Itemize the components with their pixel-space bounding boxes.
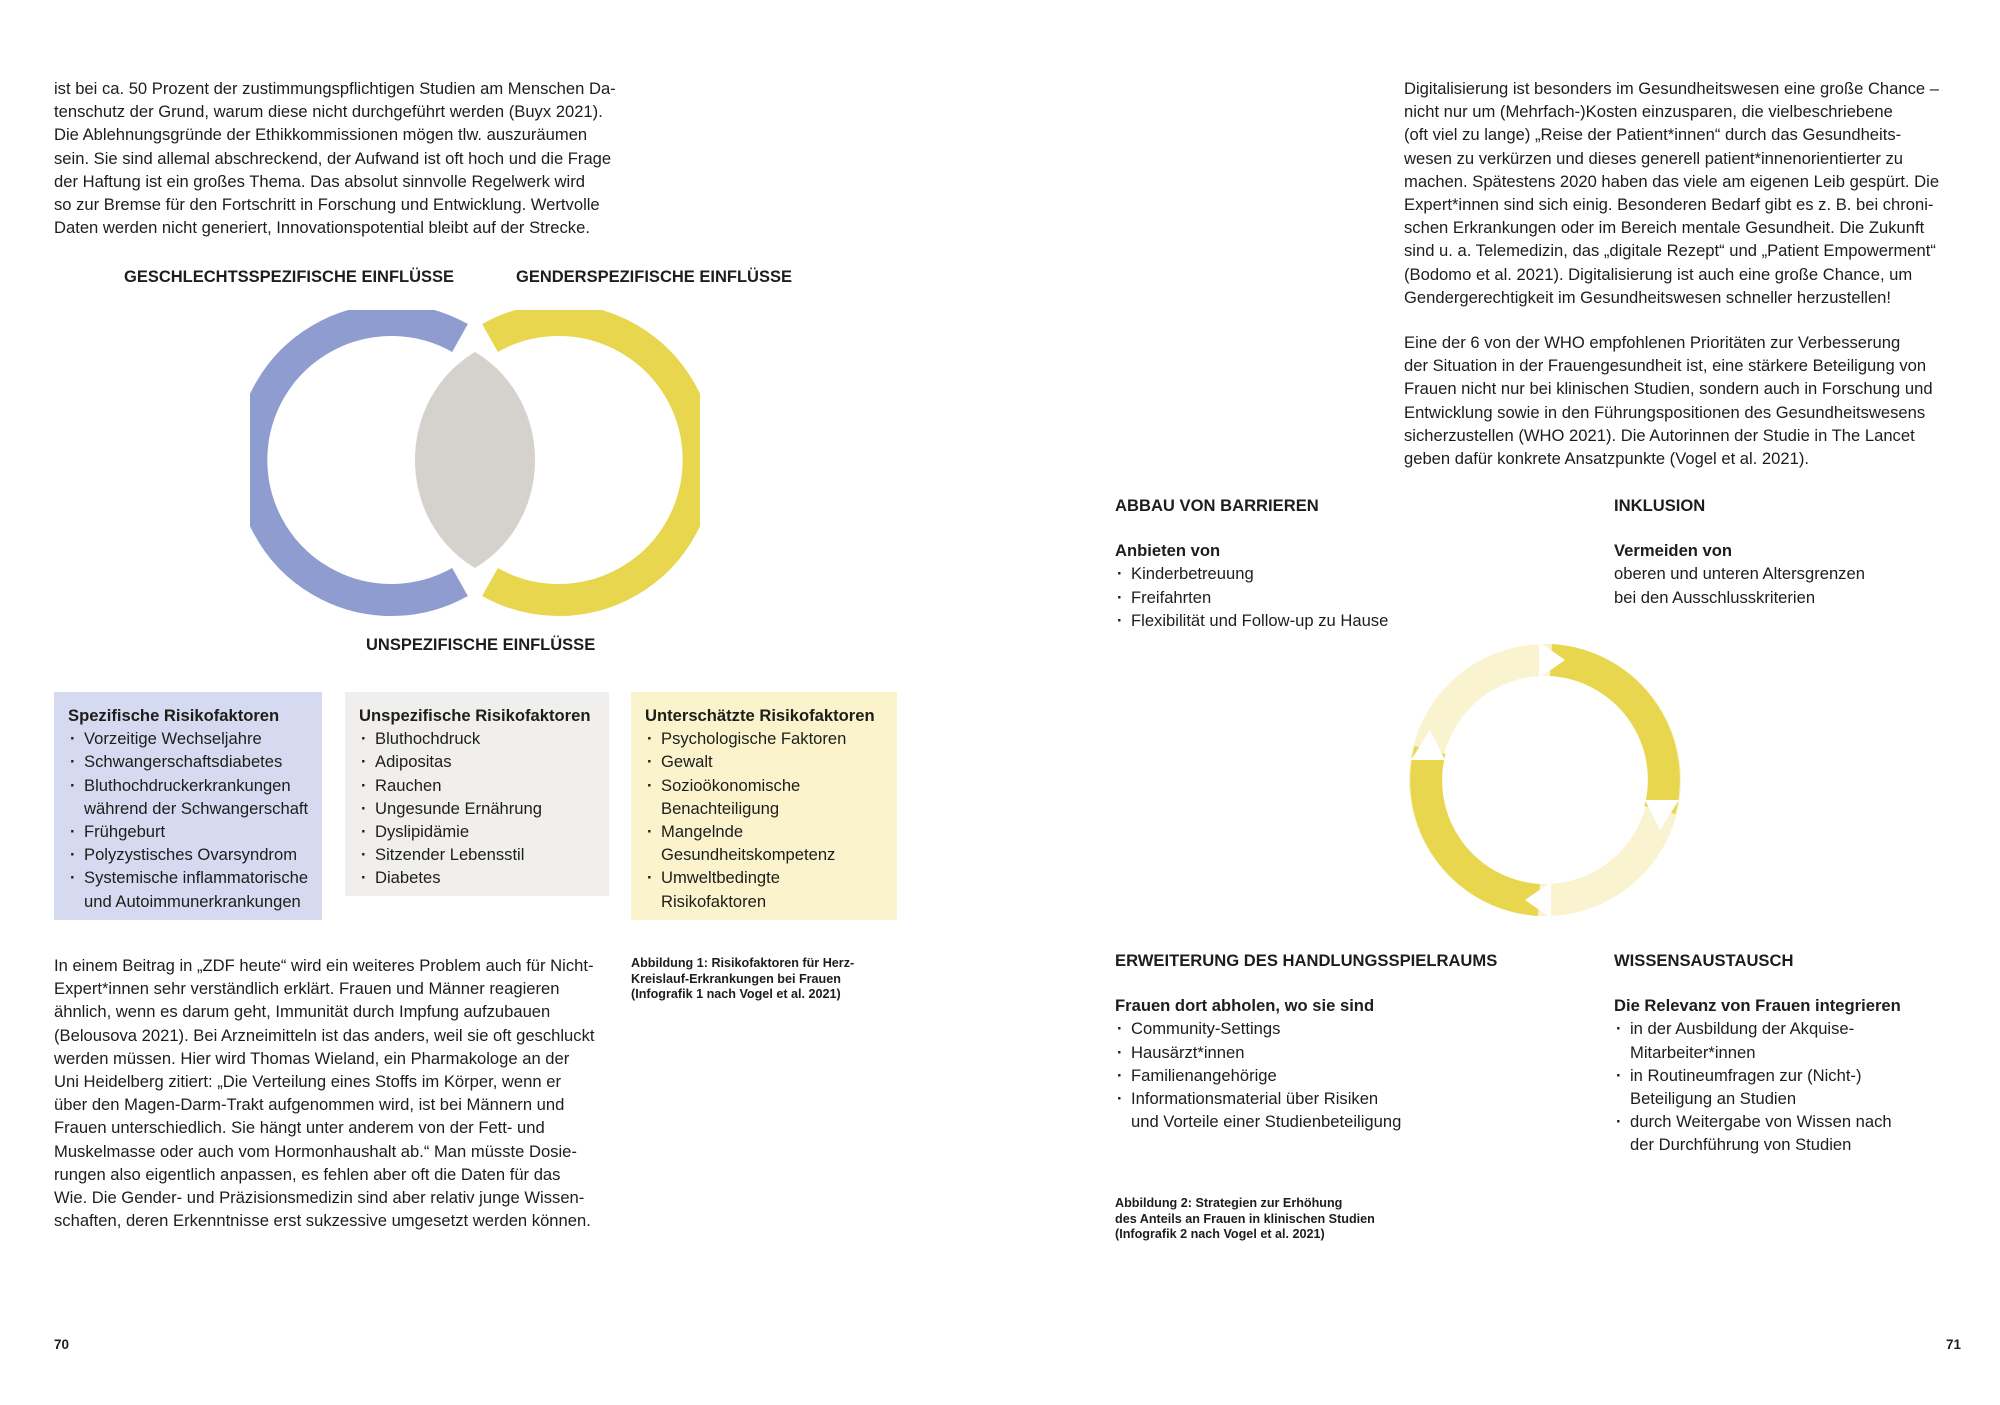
text-line: Digitalisierung ist besonders im Gesundheitswesen eine große Chance –: [1404, 79, 1939, 98]
text-line: wesen zu verkürzen und dieses generell patient*innenorientierter zu: [1404, 148, 1904, 168]
text-line: Eine der 6 von der WHO empfohlenen Prioritäten zur Verbesserung: [1404, 333, 1901, 352]
strategy-heading: ERWEITERUNG DES HANDLUNGSSPIELRAUMS: [1115, 951, 1498, 970]
list-item: · Psychologische Faktoren: [645, 727, 883, 750]
list-item: · Ungesunde Ernährung: [359, 797, 595, 820]
list-item: · Kinderbetreuung: [1115, 562, 1388, 585]
paragraph-who: [1404, 331, 1933, 470]
text-line: Gendergerechtigkeit im Gesundheitswesen schneller herzustellen!: [1404, 287, 1892, 307]
text-line: machen. Spätestens 2020 haben das viele am eigenen Leib gespürt. Die: [1404, 171, 1940, 191]
list-item: · Informationsmaterial über Risiken und Vorteile einer Studienbeteiligung: [1115, 1087, 1497, 1133]
strategy-barriers: [1115, 494, 1388, 632]
strategy-scope: [1115, 949, 1497, 1133]
list-item: · Diabetes: [359, 866, 595, 889]
venn-label-gender-specific: GENDERSPEZIFISCHE EINFLÜSSE: [516, 268, 792, 286]
text-line: so zur Bremse für den Fortschritt in Forschung und Entwicklung. Wertvolle: [54, 195, 600, 215]
strategy-heading: WISSENSAUSTAUSCH: [1614, 951, 1794, 970]
risk-box-unspecific: [345, 692, 609, 896]
page-number-right: 71: [1946, 1337, 1962, 1352]
list-item: · Flexibilität und Follow-up zu Hause: [1115, 609, 1388, 632]
text-line: der Situation in der Frauengesundheit ist, eine stärkere Beteiligung von: [1404, 356, 1927, 376]
list-item: · Frühgeburt: [68, 820, 308, 843]
text-line: schaften, deren Erkenntnisse erst sukzessive umgesetzt werden können.: [54, 1211, 591, 1231]
list-item: · Dyslipidämie: [359, 820, 595, 843]
text-line: oberen und unteren Altersgrenzen: [1614, 564, 1865, 584]
strategy-subheading: Die Relevanz von Frauen integrieren: [1614, 996, 1901, 1016]
strategy-ring-diagram: [1405, 640, 1685, 920]
ring-segment-bottom-left: [1426, 750, 1539, 900]
text-line: schen Erkrankungen oder im Bereich mentale Gesundheit. Die Zukunft: [1404, 218, 1925, 238]
text-line: Uni Heidelberg zitiert: „Die Verteilung eines Stoffs im Körper, wenn er: [54, 1072, 561, 1092]
list-item: · Freifahrten: [1115, 586, 1388, 609]
strategy-heading: ABBAU VON BARRIEREN: [1115, 496, 1319, 515]
text-line: In einem Beitrag in „ZDF heute“ wird ein weiteres Problem auch für Nicht-: [54, 956, 594, 975]
list-item: · in Routineumfragen zur (Nicht-) Beteiligung an Studien: [1614, 1064, 1901, 1110]
text-line: werden müssen. Hier wird Thomas Wieland, ein Pharmakologe an der: [54, 1048, 570, 1068]
text-line: ähnlich, wenn es darum geht, Immunität durch Impfung aufzubauen: [54, 1002, 551, 1022]
list-item: · Adipositas: [359, 750, 595, 773]
venn-overlap-lens: [415, 352, 535, 568]
strategy-inclusion: [1614, 494, 1865, 609]
risk-box-title: Unspezifische Risikofaktoren: [359, 706, 591, 725]
list-item: · Polyzystisches Ovarsyndrom: [68, 843, 308, 866]
list-item: · Mangelnde Gesundheitskompetenz: [645, 820, 883, 866]
figure-caption-1: Abbildung 1: Risikofaktoren für Herz- Kreislauf-Erkrankungen bei Frauen (Infografik 1 nach Vogel et al. 2021): [631, 956, 855, 1002]
strategy-heading: INKLUSION: [1614, 496, 1706, 515]
text-line: über den Magen-Darm-Trakt aufgenommen wird, ist bei Männern und: [54, 1095, 565, 1115]
text-line: bei den Ausschlusskriterien: [1614, 587, 1816, 607]
strategy-subheading: Frauen dort abholen, wo sie sind: [1115, 996, 1375, 1016]
text-line: Frauen nicht nur bei klinischen Studien, sondern auch in Forschung und: [1404, 379, 1933, 399]
strategy-knowledge: [1614, 949, 1901, 1157]
risk-box-title: Unterschätzte Risikofaktoren: [645, 706, 875, 725]
text-line: Daten werden nicht generiert, Innovationspotential bleibt auf der Strecke.: [54, 218, 590, 238]
figure-caption-2: Abbildung 2: Strategien zur Erhöhung des Anteils an Frauen in klinischen Studien (Infografik 2 nach Vogel et al. 2021): [1115, 1196, 1375, 1242]
risk-box-underestimated: [631, 692, 897, 920]
strategy-subheading: Anbieten von: [1115, 541, 1221, 561]
risk-box-specific: [54, 692, 322, 920]
text-line: Die Ablehnungsgründe der Ethikkommissionen mögen tlw. auszuräumen: [54, 125, 588, 145]
text-line: (Belousova 2021). Bei Arzneimitteln ist das anders, weil sie oft geschluckt: [54, 1025, 595, 1045]
text-line: Muskelmasse oder auch vom Hormonhaushalt ab.“ Man müsste Dosie-: [54, 1141, 577, 1161]
list-item: · Umweltbedingte Risikofaktoren: [645, 866, 883, 912]
text-line: (oft viel zu lange) „Reise der Patient*innen“ durch das Gesundheits-: [1404, 125, 1902, 145]
text-line: rungen also eigentlich anpassen, es fehlen aber oft die Daten für das: [54, 1164, 561, 1184]
list-item: · Community-Settings: [1115, 1017, 1497, 1040]
list-item: · Bluthochdruck: [359, 727, 595, 750]
list-item: · durch Weitergabe von Wissen nach der Durchführung von Studien: [1614, 1110, 1901, 1156]
intro-paragraph: [54, 77, 616, 239]
text-line: Frauen unterschiedlich. Sie hängt unter anderem von der Fett- und: [54, 1118, 545, 1138]
list-item: · Schwangerschaftsdiabetes: [68, 750, 308, 773]
list-item: · Bluthochdruckerkrankungen während der Schwangerschaft: [68, 774, 308, 820]
right-page: [1000, 0, 2000, 1405]
page-number-left: 70: [54, 1337, 70, 1352]
text-line: ist bei ca. 50 Prozent der zustimmungspflichtigen Studien am Menschen Da-: [54, 79, 616, 98]
venn-label-unspecific: UNSPEZIFISCHE EINFLÜSSE: [366, 636, 596, 654]
body-paragraph: [54, 954, 595, 1232]
text-line: Wie. Die Gender- und Präzisionsmedizin sind aber relativ junge Wissen-: [54, 1188, 585, 1208]
text-line: sein. Sie sind allemal abschreckend, der Aufwand ist oft hoch und die Frage: [54, 148, 612, 168]
list-item: · Systemische inflammatorische und Autoimmunerkrankungen: [68, 866, 308, 912]
text-line: nicht nur um (Mehrfach-)Kosten einzusparen, die vielbeschriebene: [1404, 102, 1893, 122]
text-line: Expert*innen sind sich einig. Besonderen Bedarf gibt es z. B. bei chroni-: [1404, 195, 1934, 215]
text-line: der Haftung ist ein großes Thema. Das absolut sinnvolle Regelwerk wird: [54, 171, 585, 191]
risk-box-title: Spezifische Risikofaktoren: [68, 706, 280, 725]
text-line: Entwicklung sowie in den Führungspositionen des Gesundheitswesens: [1404, 402, 1926, 422]
text-line: sind u. a. Telemedizin, das „digitale Rezept“ und „Patient Empowerment“: [1404, 241, 1936, 261]
text-line: Expert*innen sehr verständlich erklärt. Frauen und Männer reagieren: [54, 979, 560, 999]
strategy-subheading: Vermeiden von: [1614, 541, 1733, 561]
list-item: · Rauchen: [359, 774, 595, 797]
list-item: · Vorzeitige Wechseljahre: [68, 727, 308, 750]
text-line: sicherzustellen (WHO 2021). Die Autorinnen der Studie in The Lancet: [1404, 425, 1915, 445]
paragraph-digitalization: [1404, 77, 1939, 309]
ring-segment-top-right: [1551, 660, 1664, 810]
list-item: · Sozioökonomische Benachteiligung: [645, 774, 883, 820]
list-item: · Gewalt: [645, 750, 883, 773]
list-item: · Sitzender Lebensstil: [359, 843, 595, 866]
text-line: geben dafür konkrete Ansatzpunkte (Vogel et al. 2021).: [1404, 449, 1809, 469]
text-line: tenschutz der Grund, warum diese nicht durchgeführt werden (Buyx 2021).: [54, 102, 603, 122]
venn-label-sex-specific: GESCHLECHTSSPEZIFISCHE EINFLÜSSE: [124, 268, 455, 286]
venn-diagram: [250, 310, 700, 620]
text-line: (Bodomo et al. 2021). Digitalisierung ist auch eine große Chance, um: [1404, 264, 1913, 284]
list-item: · Hausärzt*innen: [1115, 1041, 1497, 1064]
list-item: · in der Ausbildung der Akquise- Mitarbeiter*innen: [1614, 1017, 1901, 1063]
list-item: · Familienangehörige: [1115, 1064, 1497, 1087]
